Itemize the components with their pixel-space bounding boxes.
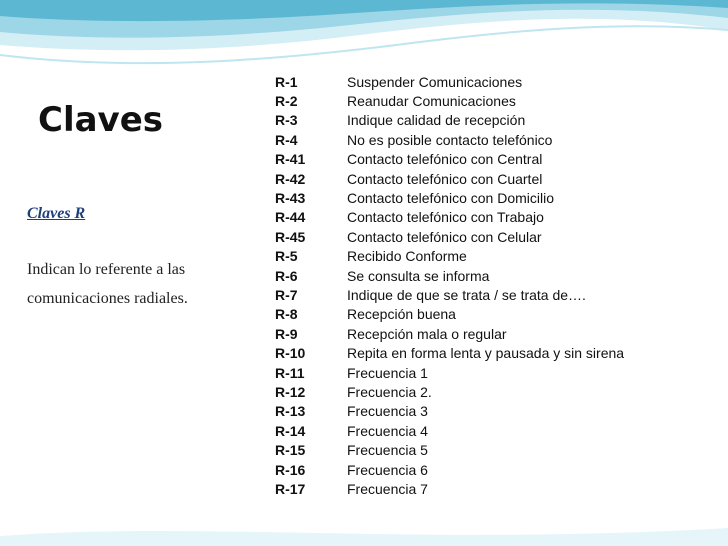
code-label: R-12 — [275, 383, 306, 400]
code-meaning: Contacto telefónico con Domicilio — [347, 190, 554, 207]
code-row — [275, 91, 720, 110]
code-meaning: Reanudar Comunicaciones — [347, 93, 516, 110]
code-row — [275, 208, 720, 227]
code-row — [275, 479, 720, 498]
code-row — [275, 169, 720, 188]
code-row — [275, 382, 720, 401]
description-text: Indican lo referente a las comunicaciones radiales. — [27, 261, 188, 307]
code-meaning: Frecuencia 1 — [347, 364, 428, 381]
code-row — [275, 440, 720, 459]
code-label: R-41 — [275, 151, 306, 168]
code-label: R-45 — [275, 228, 306, 245]
code-label: R-14 — [275, 422, 306, 439]
code-meaning: Se consulta se informa — [347, 267, 490, 284]
code-meaning: Recepción buena — [347, 306, 456, 323]
code-meaning: Frecuencia 6 — [347, 461, 428, 478]
subtitle-claves-r: Claves R — [27, 205, 86, 222]
code-label: R-5 — [275, 248, 298, 265]
code-row — [275, 324, 720, 343]
code-label: R-15 — [275, 442, 306, 459]
code-label: R-42 — [275, 170, 306, 187]
code-meaning: Suspender Comunicaciones — [347, 73, 523, 90]
bottom-wave-decoration — [0, 516, 728, 546]
code-meaning: No es posible contacto telefónico — [347, 131, 553, 148]
code-row — [275, 266, 720, 285]
code-meaning: Frecuencia 4 — [347, 422, 428, 439]
code-row — [275, 305, 720, 324]
code-row — [275, 150, 720, 169]
code-row — [275, 130, 720, 149]
code-label: R-11 — [275, 364, 305, 381]
code-meaning: Indique de que se trata / se trata de…. — [347, 286, 586, 303]
code-meaning: Frecuencia 3 — [347, 403, 428, 420]
code-meaning: Repita en forma lenta y pausada y sin sirena — [347, 345, 625, 362]
code-meaning: Frecuencia 2. — [347, 383, 432, 400]
code-label: R-44 — [275, 209, 306, 226]
code-row — [275, 111, 720, 130]
codes-table — [275, 72, 720, 499]
code-meaning: Frecuencia 5 — [347, 442, 428, 459]
code-row — [275, 421, 720, 440]
code-label: R-1 — [275, 73, 298, 90]
code-row — [275, 460, 720, 479]
code-meaning: Recibido Conforme — [347, 248, 467, 265]
code-meaning: Contacto telefónico con Celular — [347, 228, 542, 245]
code-row — [275, 227, 720, 246]
code-row — [275, 247, 720, 266]
code-label: R-6 — [275, 267, 298, 284]
code-label: R-16 — [275, 461, 306, 478]
code-meaning: Contacto telefónico con Central — [347, 151, 543, 168]
top-wave-decoration — [0, 0, 728, 80]
code-label: R-10 — [275, 345, 306, 362]
code-row — [275, 285, 720, 304]
code-row — [275, 188, 720, 207]
code-label: R-13 — [275, 403, 306, 420]
code-label: R-4 — [275, 131, 298, 148]
code-meaning: Indique calidad de recepción — [347, 112, 526, 129]
code-meaning: Frecuencia 7 — [347, 480, 428, 497]
code-label: R-8 — [275, 306, 298, 323]
code-meaning: Contacto telefónico con Cuartel — [347, 170, 543, 187]
code-label: R-17 — [275, 480, 306, 497]
code-label: R-3 — [275, 112, 298, 129]
code-row — [275, 363, 720, 382]
code-meaning: Recepción mala o regular — [347, 325, 507, 342]
code-label: R-9 — [275, 325, 298, 342]
code-row — [275, 402, 720, 421]
code-label: R-2 — [275, 93, 298, 110]
code-row — [275, 72, 720, 91]
code-row — [275, 343, 720, 362]
code-label: R-43 — [275, 190, 306, 207]
slide-title: Claves — [38, 100, 164, 140]
code-label: R-7 — [275, 286, 298, 303]
code-meaning: Contacto telefónico con Trabajo — [347, 209, 544, 226]
